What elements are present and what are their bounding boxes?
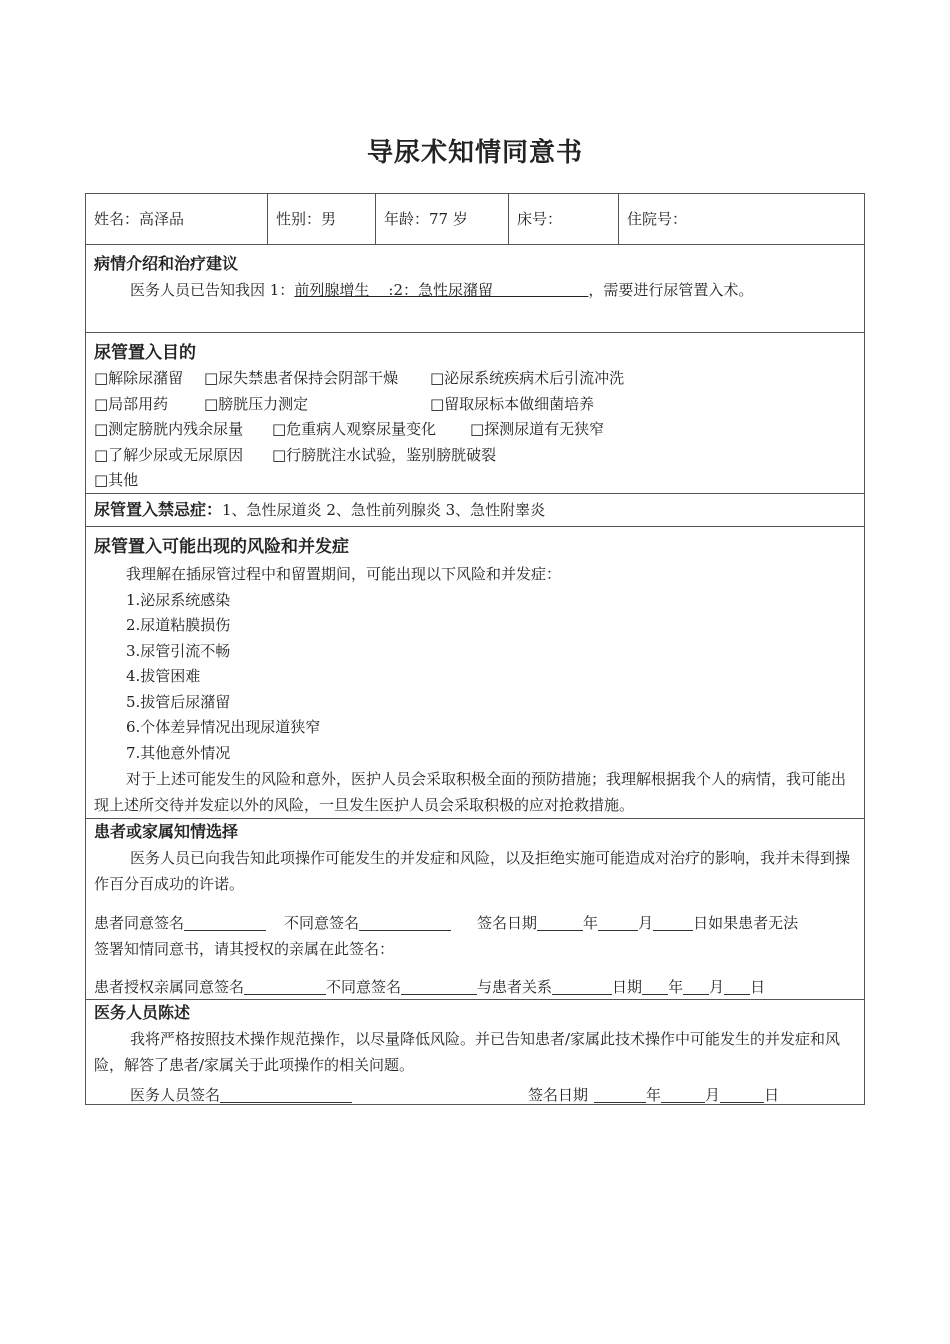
- purpose-option[interactable]: □了解少尿或无尿原因: [94, 445, 244, 464]
- condition-text-before: 医务人员已告知我因 1：: [130, 281, 295, 299]
- document-title: 导尿术知情同意书: [366, 138, 583, 168]
- sign-date-label: 签名日期: [477, 914, 538, 932]
- condition-heading: 病情介绍和治疗建议: [94, 254, 239, 273]
- condition-text: [86, 277, 864, 303]
- relative-year-field[interactable]: [642, 978, 668, 995]
- staff-sign-label: 医务人员签名: [130, 1086, 221, 1104]
- day-label: 日: [764, 1086, 780, 1104]
- contraindications-text: 1、急性尿道炎 2、急性前列腺炎 3、急性附睾炎: [222, 501, 546, 519]
- purpose-heading: 尿管置入目的: [94, 343, 196, 363]
- contraindications-label: 尿管置入禁忌症：: [94, 500, 223, 519]
- staff-year-field[interactable]: [594, 1086, 646, 1103]
- risk-item: 3.尿管引流不畅: [126, 641, 231, 660]
- patient-name: 姓名：高泽品: [86, 194, 268, 244]
- relative-consent-label: 患者授权亲属同意签名: [94, 978, 245, 996]
- purpose-option[interactable]: □行膀胱注水试验，鉴别膀胱破裂: [272, 445, 497, 464]
- relative-consent-field[interactable]: [244, 978, 326, 995]
- sign-month-field[interactable]: [598, 914, 638, 931]
- purpose-option[interactable]: □尿失禁患者保持会阴部干燥: [204, 369, 399, 387]
- month-label: 月: [705, 1086, 721, 1104]
- risk-item: 1.泌尿系统感染: [126, 590, 231, 609]
- relation-label: 与患者关系: [477, 978, 553, 996]
- admission-number: 住院号：: [627, 210, 688, 228]
- day-label: 日: [750, 978, 766, 996]
- purpose-line-2: [86, 392, 864, 418]
- patient-sign-line: [86, 910, 864, 936]
- risks-closing: 对于上述可能发生的风险和意外，医护人员会采取积极全面的预防措施；我理解根据我个人的病情，我可能出现上述所交待并发症以外的风险，一旦发生医护人员会采取积极的应对抢救措施。: [94, 770, 847, 814]
- staff-sign-date-label: 签名日期: [528, 1086, 589, 1104]
- patient-info-row: [86, 194, 864, 245]
- diagnosis: 前列腺增生 :2：急性尿潴留: [294, 281, 589, 299]
- condition-text-after: ，需要进行尿管置入术。: [588, 281, 754, 299]
- relative-refuse-field[interactable]: [401, 978, 477, 995]
- purpose-option[interactable]: □膀胱压力测定: [204, 394, 309, 413]
- month-label: 月: [709, 978, 725, 996]
- relation-field[interactable]: [552, 978, 612, 995]
- patient-choice-heading: 患者或家属知情选择: [94, 822, 239, 841]
- patient-age: 年龄：77 岁: [376, 194, 509, 244]
- staff-sign-field[interactable]: [220, 1086, 352, 1103]
- purpose-line-4: [86, 443, 864, 469]
- year-label: 年: [583, 914, 599, 932]
- contraindications-section: [86, 494, 864, 527]
- consent-sign-label: 患者同意签名: [94, 914, 185, 932]
- staff-month-field[interactable]: [661, 1086, 705, 1103]
- risks-section: [86, 527, 864, 819]
- risk-item: 5.拔管后尿潴留: [126, 692, 231, 711]
- refuse-sign-field[interactable]: [359, 914, 451, 931]
- relative-day-field[interactable]: [724, 978, 750, 995]
- staff-heading: 医务人员陈述: [94, 1003, 191, 1022]
- proxy-note-a: 如果患者无法: [708, 914, 799, 932]
- bed-number: 床号：: [509, 194, 619, 244]
- purpose-section: [86, 333, 864, 494]
- risks-heading: 尿管置入可能出现的风险和并发症: [94, 537, 349, 557]
- staff-section: [86, 1000, 864, 1104]
- sign-year-field[interactable]: [537, 914, 583, 931]
- date-label: 日期: [612, 978, 643, 996]
- patient-choice-section: [86, 819, 864, 1000]
- risk-item: 7.其他意外情况: [126, 743, 231, 762]
- staff-day-field[interactable]: [720, 1086, 764, 1103]
- purpose-option[interactable]: □危重病人观察尿量变化: [272, 420, 437, 438]
- purpose-option[interactable]: □其他: [94, 471, 139, 489]
- condition-section: [86, 245, 864, 333]
- year-label: 年: [668, 978, 684, 996]
- purpose-option[interactable]: □解除尿潴留: [94, 369, 184, 387]
- risk-item: 6.个体差异情况出现尿道狭窄: [126, 718, 321, 736]
- patient-choice-text: 医务人员已向我告知此项操作可能发生的并发症和风险，以及拒绝实施可能造成对治疗的影响，我并未得到操作百分百成功的许诺。: [94, 849, 851, 893]
- purpose-line-3: [86, 417, 864, 443]
- staff-text: 我将严格按照技术操作规范操作，以尽量降低风险。并已告知患者/家属此技术操作中可能发生的并发症和风险，解答了患者/家属关于此项操作的相关问题。: [94, 1030, 841, 1074]
- relative-sign-line: [86, 974, 864, 1000]
- refuse-sign-label: 不同意签名: [284, 914, 360, 932]
- proxy-note-b: 签署知情同意书，请其授权的亲属在此签名：: [94, 940, 395, 958]
- purpose-option[interactable]: □探测尿道有无狭窄: [470, 420, 605, 438]
- purpose-option[interactable]: □泌尿系统疾病术后引流冲洗: [430, 369, 625, 387]
- risks-intro: 我理解在插尿管过程中和留置期间，可能出现以下风险和并发症：: [126, 565, 562, 583]
- consent-form: [85, 193, 865, 1105]
- relative-refuse-label: 不同意签名: [326, 978, 402, 996]
- day-label: 日: [693, 914, 709, 932]
- purpose-option[interactable]: □留取尿标本做细菌培养: [430, 394, 595, 413]
- staff-sign-line: [86, 1082, 864, 1108]
- sign-day-field[interactable]: [653, 914, 693, 931]
- consent-sign-field[interactable]: [184, 914, 266, 931]
- purpose-option[interactable]: □测定膀胱内残余尿量: [94, 420, 244, 438]
- year-label: 年: [646, 1086, 662, 1104]
- risk-item: 2.尿道粘膜损伤: [126, 616, 231, 634]
- purpose-line-5: [86, 468, 864, 494]
- month-label: 月: [638, 914, 654, 932]
- risk-item: 4.拔管困难: [126, 667, 201, 685]
- relative-month-field[interactable]: [683, 978, 709, 995]
- purpose-option[interactable]: □局部用药: [94, 394, 169, 413]
- patient-sex: 性别：男: [268, 194, 376, 244]
- purpose-line-1: [86, 366, 864, 392]
